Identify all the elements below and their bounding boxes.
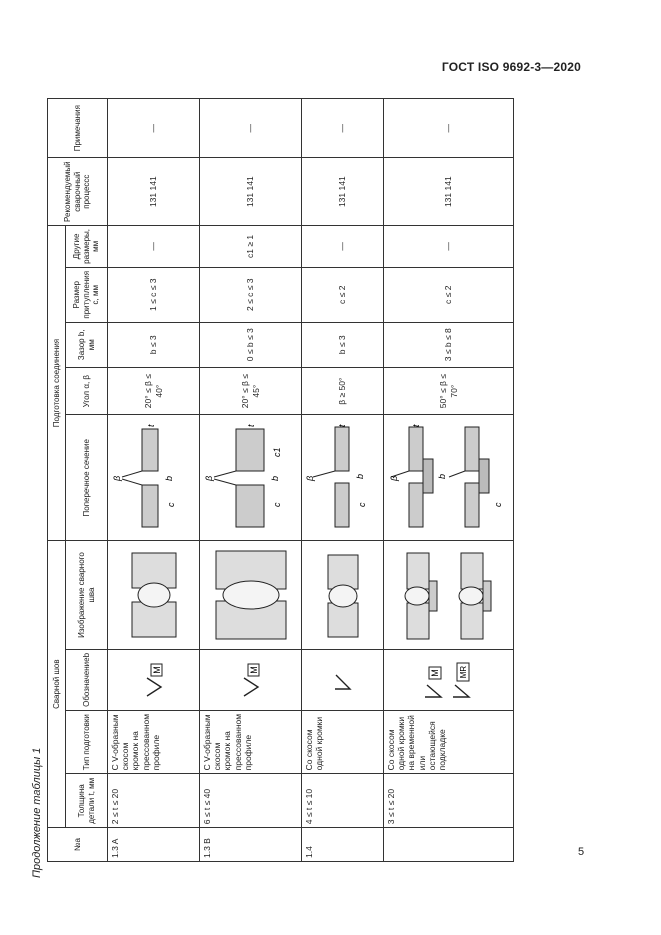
weld-image-v-icon bbox=[114, 545, 194, 645]
cell-other: — bbox=[302, 225, 384, 267]
cell-section bbox=[384, 415, 514, 541]
col-num: №a bbox=[48, 828, 108, 862]
cell-image bbox=[108, 541, 200, 650]
cell-thickness: 4 ≤ t ≤ 10 bbox=[302, 774, 384, 828]
cell-thickness: 6 ≤ t ≤ 40 bbox=[200, 774, 302, 828]
v-symbol-m-icon bbox=[240, 660, 262, 700]
table-row bbox=[200, 99, 302, 862]
col-section: Поперечное сечение bbox=[66, 415, 108, 541]
label-t: t bbox=[410, 424, 421, 427]
cell-other: — bbox=[384, 225, 514, 267]
cell-angle: 20° ≤ β ≤ 45° bbox=[200, 367, 302, 415]
cell-num: 1.3 A bbox=[108, 828, 200, 862]
cell-symbol bbox=[108, 649, 200, 710]
mark-m: M bbox=[248, 666, 259, 674]
label-beta: β bbox=[203, 475, 214, 481]
cell-notes: — bbox=[384, 99, 514, 158]
rotated-table-area bbox=[27, 98, 572, 878]
cell-thickness: 3 ≤ t ≤ 20 bbox=[384, 774, 514, 828]
table-row bbox=[108, 99, 200, 862]
cell-symbol bbox=[200, 649, 302, 710]
col-angle: Угол α, β bbox=[66, 367, 108, 415]
cell-num: 1.4 bbox=[302, 828, 384, 862]
cell-symbol bbox=[302, 649, 384, 710]
label-c: c bbox=[271, 502, 282, 507]
weld-image-v-thick-icon bbox=[206, 545, 296, 645]
weld-image-half-v-icon bbox=[306, 545, 380, 645]
cell-section bbox=[200, 415, 302, 541]
label-beta: β bbox=[111, 475, 122, 481]
col-process: Рекомендуемый сварочный процессc bbox=[48, 158, 108, 226]
label-t: t bbox=[145, 424, 156, 427]
cell-section bbox=[302, 415, 384, 541]
cell-gap: b ≤ 3 bbox=[108, 322, 200, 367]
cell-type: С V-образным скосом кромок на прессованном профиле bbox=[108, 710, 200, 773]
label-b: b bbox=[163, 475, 174, 481]
cell-num: 1.3 B bbox=[200, 828, 302, 862]
cell-gap: 3 ≤ b ≤ 8 bbox=[384, 322, 514, 367]
cell-process: 131 141 bbox=[108, 158, 200, 226]
col-image: Изображение сварного шва bbox=[66, 541, 108, 650]
group-prep: Подготовка соединения bbox=[48, 225, 66, 540]
col-thickness: Толщина детали t, мм bbox=[66, 774, 108, 828]
label-b: b bbox=[436, 473, 447, 479]
weld-table bbox=[47, 98, 514, 862]
col-gap: Зазор b, мм bbox=[66, 322, 108, 367]
label-c: c bbox=[356, 502, 367, 507]
cell-image bbox=[302, 541, 384, 650]
cell-land: c ≤ 2 bbox=[384, 267, 514, 322]
cell-notes: — bbox=[200, 99, 302, 158]
cross-section-backing-icon bbox=[387, 419, 511, 537]
label-c: c bbox=[165, 502, 176, 507]
cell-notes: — bbox=[302, 99, 384, 158]
label-c: c bbox=[492, 502, 503, 507]
cell-other: — bbox=[108, 225, 200, 267]
cell-land: c ≤ 2 bbox=[302, 267, 384, 322]
half-v-backing-symbols-icon bbox=[421, 659, 477, 701]
cell-gap: 0 ≤ b ≤ 3 bbox=[200, 322, 302, 367]
cell-num bbox=[384, 828, 514, 862]
cell-type: Со скосом одной кромки на временной или остающейся подкладке bbox=[384, 710, 514, 773]
cell-gap: b ≤ 3 bbox=[302, 322, 384, 367]
col-notes: Примечания bbox=[48, 99, 108, 158]
label-b: b bbox=[354, 473, 365, 479]
cell-image bbox=[384, 541, 514, 650]
cell-symbol bbox=[384, 649, 514, 710]
cell-type: Со скосом одной кромки bbox=[302, 710, 384, 773]
table-row bbox=[384, 99, 514, 862]
cell-thickness: 2 ≤ t ≤ 20 bbox=[108, 774, 200, 828]
cell-other: c1 ≥ 1 bbox=[200, 225, 302, 267]
mark-m: M bbox=[151, 666, 162, 674]
label-beta: β bbox=[304, 475, 315, 481]
cell-section bbox=[108, 415, 200, 541]
cell-process: 131 141 bbox=[200, 158, 302, 226]
cross-section-v-icon bbox=[112, 419, 196, 537]
cross-section-half-v-icon bbox=[305, 419, 381, 537]
label-t: t bbox=[336, 424, 347, 427]
cell-process: 131 141 bbox=[302, 158, 384, 226]
col-other: Другие размеры, мм bbox=[66, 225, 108, 267]
v-symbol-m-icon bbox=[143, 660, 165, 700]
mark-m: M bbox=[429, 669, 440, 677]
label-b: b bbox=[269, 475, 280, 481]
label-t: t bbox=[245, 424, 256, 427]
cell-notes: — bbox=[108, 99, 200, 158]
table-row bbox=[302, 99, 384, 862]
col-symbol: Обозначениеb bbox=[66, 649, 108, 710]
cell-land: 1 ≤ c ≤ 3 bbox=[108, 267, 200, 322]
col-land: Размер притупления c, мм bbox=[66, 267, 108, 322]
weld-image-backing-icon bbox=[389, 545, 509, 645]
cell-land: 2 ≤ c ≤ 3 bbox=[200, 267, 302, 322]
half-v-symbol-icon bbox=[332, 665, 354, 695]
label-beta: β bbox=[388, 475, 399, 481]
mark-mr: MR bbox=[458, 665, 468, 679]
label-c1: c1 bbox=[271, 447, 282, 457]
cell-angle: 50° ≤ β ≤ 70° bbox=[384, 367, 514, 415]
cell-angle: 20° ≤ β ≤ 40° bbox=[108, 367, 200, 415]
table-caption: Продолжение таблицы 1 bbox=[31, 747, 43, 878]
cell-type: С V-образным скосом кромок на прессованном профиле bbox=[200, 710, 302, 773]
cell-process: 131 141 bbox=[384, 158, 514, 226]
cross-section-v-thick-icon bbox=[204, 419, 298, 537]
group-weld: Сварной шов bbox=[48, 541, 66, 828]
page-number: 5 bbox=[578, 846, 585, 858]
cell-image bbox=[200, 541, 302, 650]
standard-header: ГОСТ ISO 9692-3—2020 bbox=[441, 60, 581, 74]
col-type: Тип подготовки bbox=[66, 710, 108, 773]
cell-angle: β ≥ 50° bbox=[302, 367, 384, 415]
